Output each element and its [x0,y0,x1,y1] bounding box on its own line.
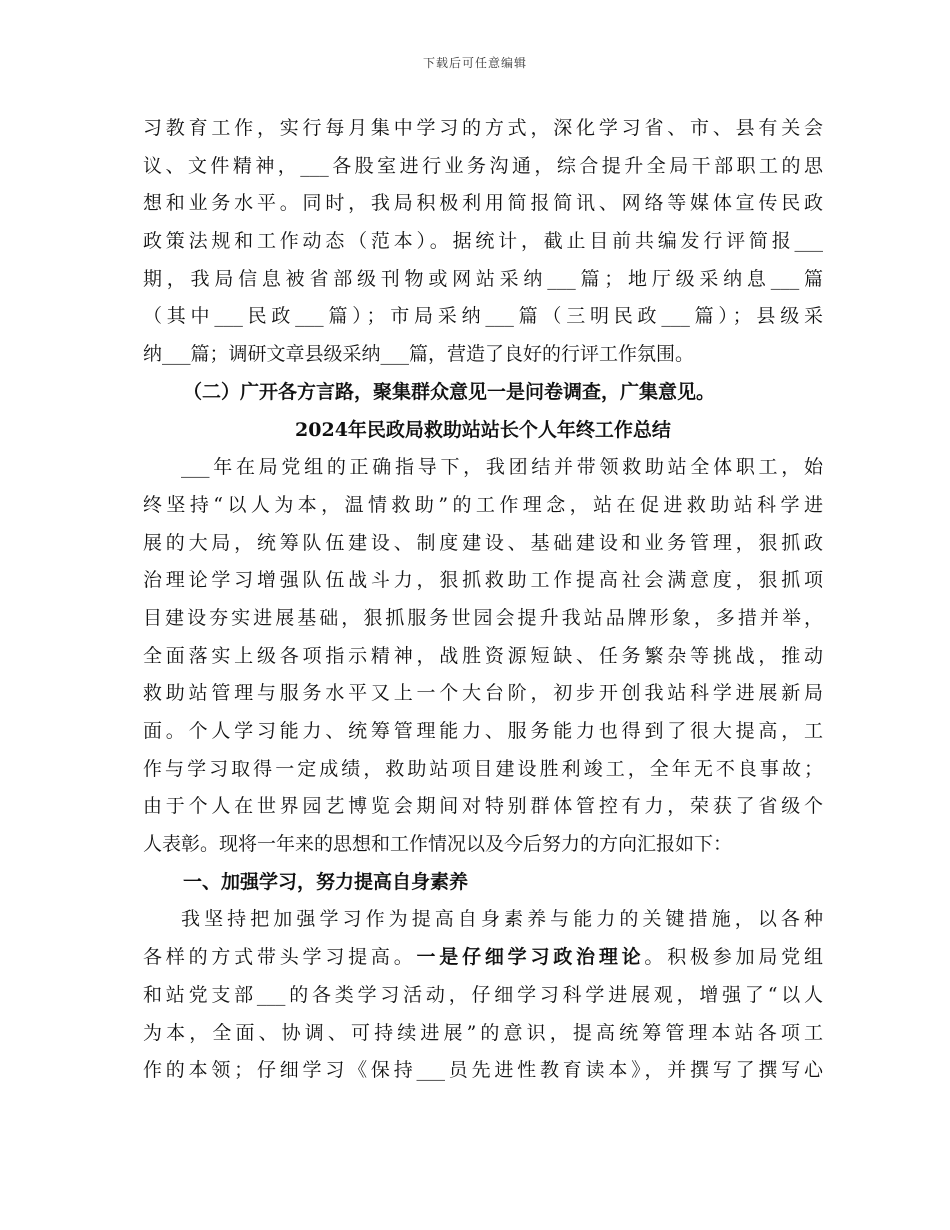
text-run: 。积极参加局党组 [644,946,823,969]
text-line: 终坚持“以人为本，温情救助”的工作理念，站在促进救助站科学进 [143,493,823,516]
text-line: 习教育工作，实行每月集中学习的方式，深化学习省、市、县有关会 [143,117,823,139]
text-line: 作与学习取得一定成绩，救助站项目建设胜利竣工，全年无不良事故； [143,757,823,780]
text-line: 我坚持把加强学习作为提高自身素养与能力的关键措施，以各种 [181,908,823,931]
part1-paragraph [143,110,823,374]
text-line: 议、文件精神，___各股室进行业务沟通，综合提升全局干部职工的思 [143,154,823,177]
section-heading: 一、加强学习，努力提高自身素养 [183,870,469,893]
text-line: （其中___民政___篇）；市局采纳___篇（三明民政___篇）；县级采 [143,305,823,328]
section1-paragraph [143,901,823,1089]
text-line: 由于个人在世界园艺博览会期间对特别群体管控有力，荣获了省级个 [143,795,823,818]
text-line: 展的大局，统筹队伍建设、制度建设、基础建设和业务管理，狠抓政 [143,531,823,554]
text-line: 想和业务水平。同时，我局积极利用简报简讯、网络等媒体宣传民政 [143,192,823,215]
subsection-heading: （二）广开各方言路，聚集群众意见一是问卷调查，广集意见。 [183,380,716,403]
document-body [143,110,823,1090]
text-run: 各样的方式带头学习提高。 [143,946,417,969]
text-line: 期，我局信息被省部级刊物或网站采纳___篇；地厅级采纳息___篇 [143,267,823,290]
text-line: 为本，全面、协调、可持续进展”的意识，提高统筹管理本站各项工 [143,1021,823,1044]
text-line: 和站党支部___的各类学习活动，仔细学习科学进展观，增强了“以人 [143,983,823,1006]
intro-paragraph [143,449,823,864]
text-line: 人表彰。现将一年来的思想和工作情况以及今后努力的方向汇报如下： [143,833,733,856]
text-line: 全面落实上级各项指示精神，战胜资源短缺、任务繁杂等挑战，推动 [143,644,823,667]
text-line: 作的本领；仔细学习《保持___员先进性教育读本》，并撰写了撰写心 [143,1059,823,1082]
text-line: 目建设夯实进展基础，狠抓服务世园会提升我站品牌形象，多措并举， [143,606,823,629]
text-line: 面。个人学习能力、统筹管理能力、服务能力也得到了很大提高，工 [143,720,823,742]
text-line: 治理论学习增强队伍战斗力，狠抓救助工作提高社会满意度，狠抓项 [143,569,823,592]
text-line: 政策法规和工作动态（范本）。据统计，截止目前共编发行评简报___ [143,230,823,253]
page-header-note: 下载后可任意编辑 [422,56,527,70]
text-line: 救助站管理与服务水平又上一个大台阶，初步开创我站科学进展新局 [143,682,823,705]
emphasis-text: 一是仔细学习政治理论 [416,946,645,969]
text-line-mixed [143,939,823,977]
text-line: ___年在局党组的正确指导下，我团结并带领救助站全体职工，始 [181,456,823,479]
document-title: 2024年民政局救助站站长个人年终工作总结 [295,418,671,441]
text-line: 纳___篇；调研文章县级采纳___篇，营造了良好的行评工作氛围。 [143,343,695,366]
